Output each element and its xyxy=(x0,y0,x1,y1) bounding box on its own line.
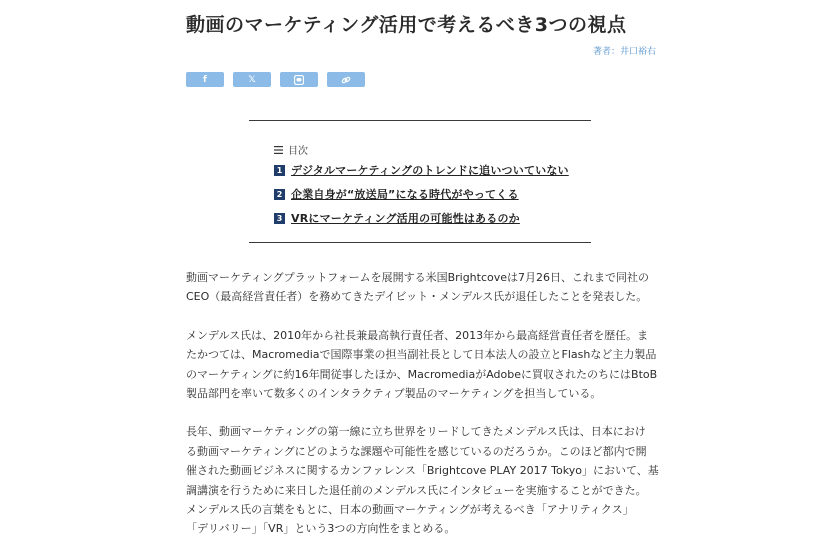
table-of-contents xyxy=(249,120,591,243)
toc-item-3[interactable] xyxy=(274,212,569,224)
toc-link[interactable]: デジタルマーケティングのトレンドに追いついていない xyxy=(291,164,569,177)
toc-list xyxy=(274,164,569,236)
author-byline[interactable]: 著者：井口裕右 xyxy=(592,47,656,57)
paragraph xyxy=(186,422,661,538)
paragraph xyxy=(186,268,661,307)
text-line: メンデルス氏は、2010年から社長兼最高執行責任者、2013年から最高経営責任者を歴任。ま xyxy=(186,328,649,342)
toc-number: 2 xyxy=(274,189,285,200)
facebook-share-button[interactable] xyxy=(186,72,224,87)
toc-header xyxy=(274,142,308,157)
line-icon xyxy=(294,75,304,85)
toc-item-1[interactable] xyxy=(274,164,569,176)
article-title: 動画のマーケティング活用で考えるべき3つの視点 xyxy=(186,14,627,36)
text-line: のマーケティングに約16年間従事したほか、MacromediaがAdobeに買収されたのちにはBtoB xyxy=(186,367,658,381)
line-share-button[interactable] xyxy=(280,72,318,87)
twitter-share-button[interactable] xyxy=(233,72,271,87)
text-line: 催された動画ビジネスに関するカンファレンス「Brightcove PLAY 2017 Tokyo」において、基 xyxy=(186,464,659,478)
toc-heading: 目次 xyxy=(288,146,308,157)
facebook-icon: f xyxy=(203,74,207,85)
text-line: 製品部門を率いて数多くのインタラクティブ製品のマーケティングを担当している。 xyxy=(186,387,602,401)
share-bar xyxy=(186,72,365,87)
link-icon xyxy=(341,75,351,85)
text-line: 動画マーケティングプラットフォームを展開する米国Brightcoveは7月26日、これまで同社の xyxy=(186,271,650,284)
paragraph xyxy=(186,326,661,404)
text-line: 調講演を行うために来日した退任前のメンデルス氏にインタビューを実施することができた。 xyxy=(186,483,647,497)
text-line: たかつては、Macromediaで国際事業の担当副社長として日本法人の設立とFlashなど主力製品 xyxy=(186,348,657,362)
article-body xyxy=(186,268,661,558)
toc-item-2[interactable] xyxy=(274,188,569,200)
text-line: CEO（最高経営責任者）を務めてきたデイビット・メンデルス氏が退任したことを発表した。 xyxy=(186,290,648,304)
toc-link[interactable]: 企業自身が“放送局”になる時代がやってくる xyxy=(291,188,519,201)
copy-link-button[interactable] xyxy=(327,72,365,87)
list-icon xyxy=(274,146,283,154)
twitter-icon: 𝕏 xyxy=(248,74,256,85)
toc-number: 3 xyxy=(274,213,285,224)
toc-number: 1 xyxy=(274,165,285,176)
text-line: る動画マーケティングにどのような課題や可能性を感じているのだろうか。このほど都内で開 xyxy=(186,444,647,458)
text-line: 「デリバリー」「VR」という3つの方向性をまとめる。 xyxy=(186,522,456,536)
toc-link[interactable]: VRにマーケティング活用の可能性はあるのか xyxy=(291,212,520,225)
text-line: 長年、動画マーケティングの第一線に立ち世界をリードしてきたメンデルス氏は、日本におけ xyxy=(186,425,646,439)
text-line: メンデルス氏の言葉をもとに、日本の動画マーケティングが考えるべき「アナリティクス」 xyxy=(186,503,634,517)
